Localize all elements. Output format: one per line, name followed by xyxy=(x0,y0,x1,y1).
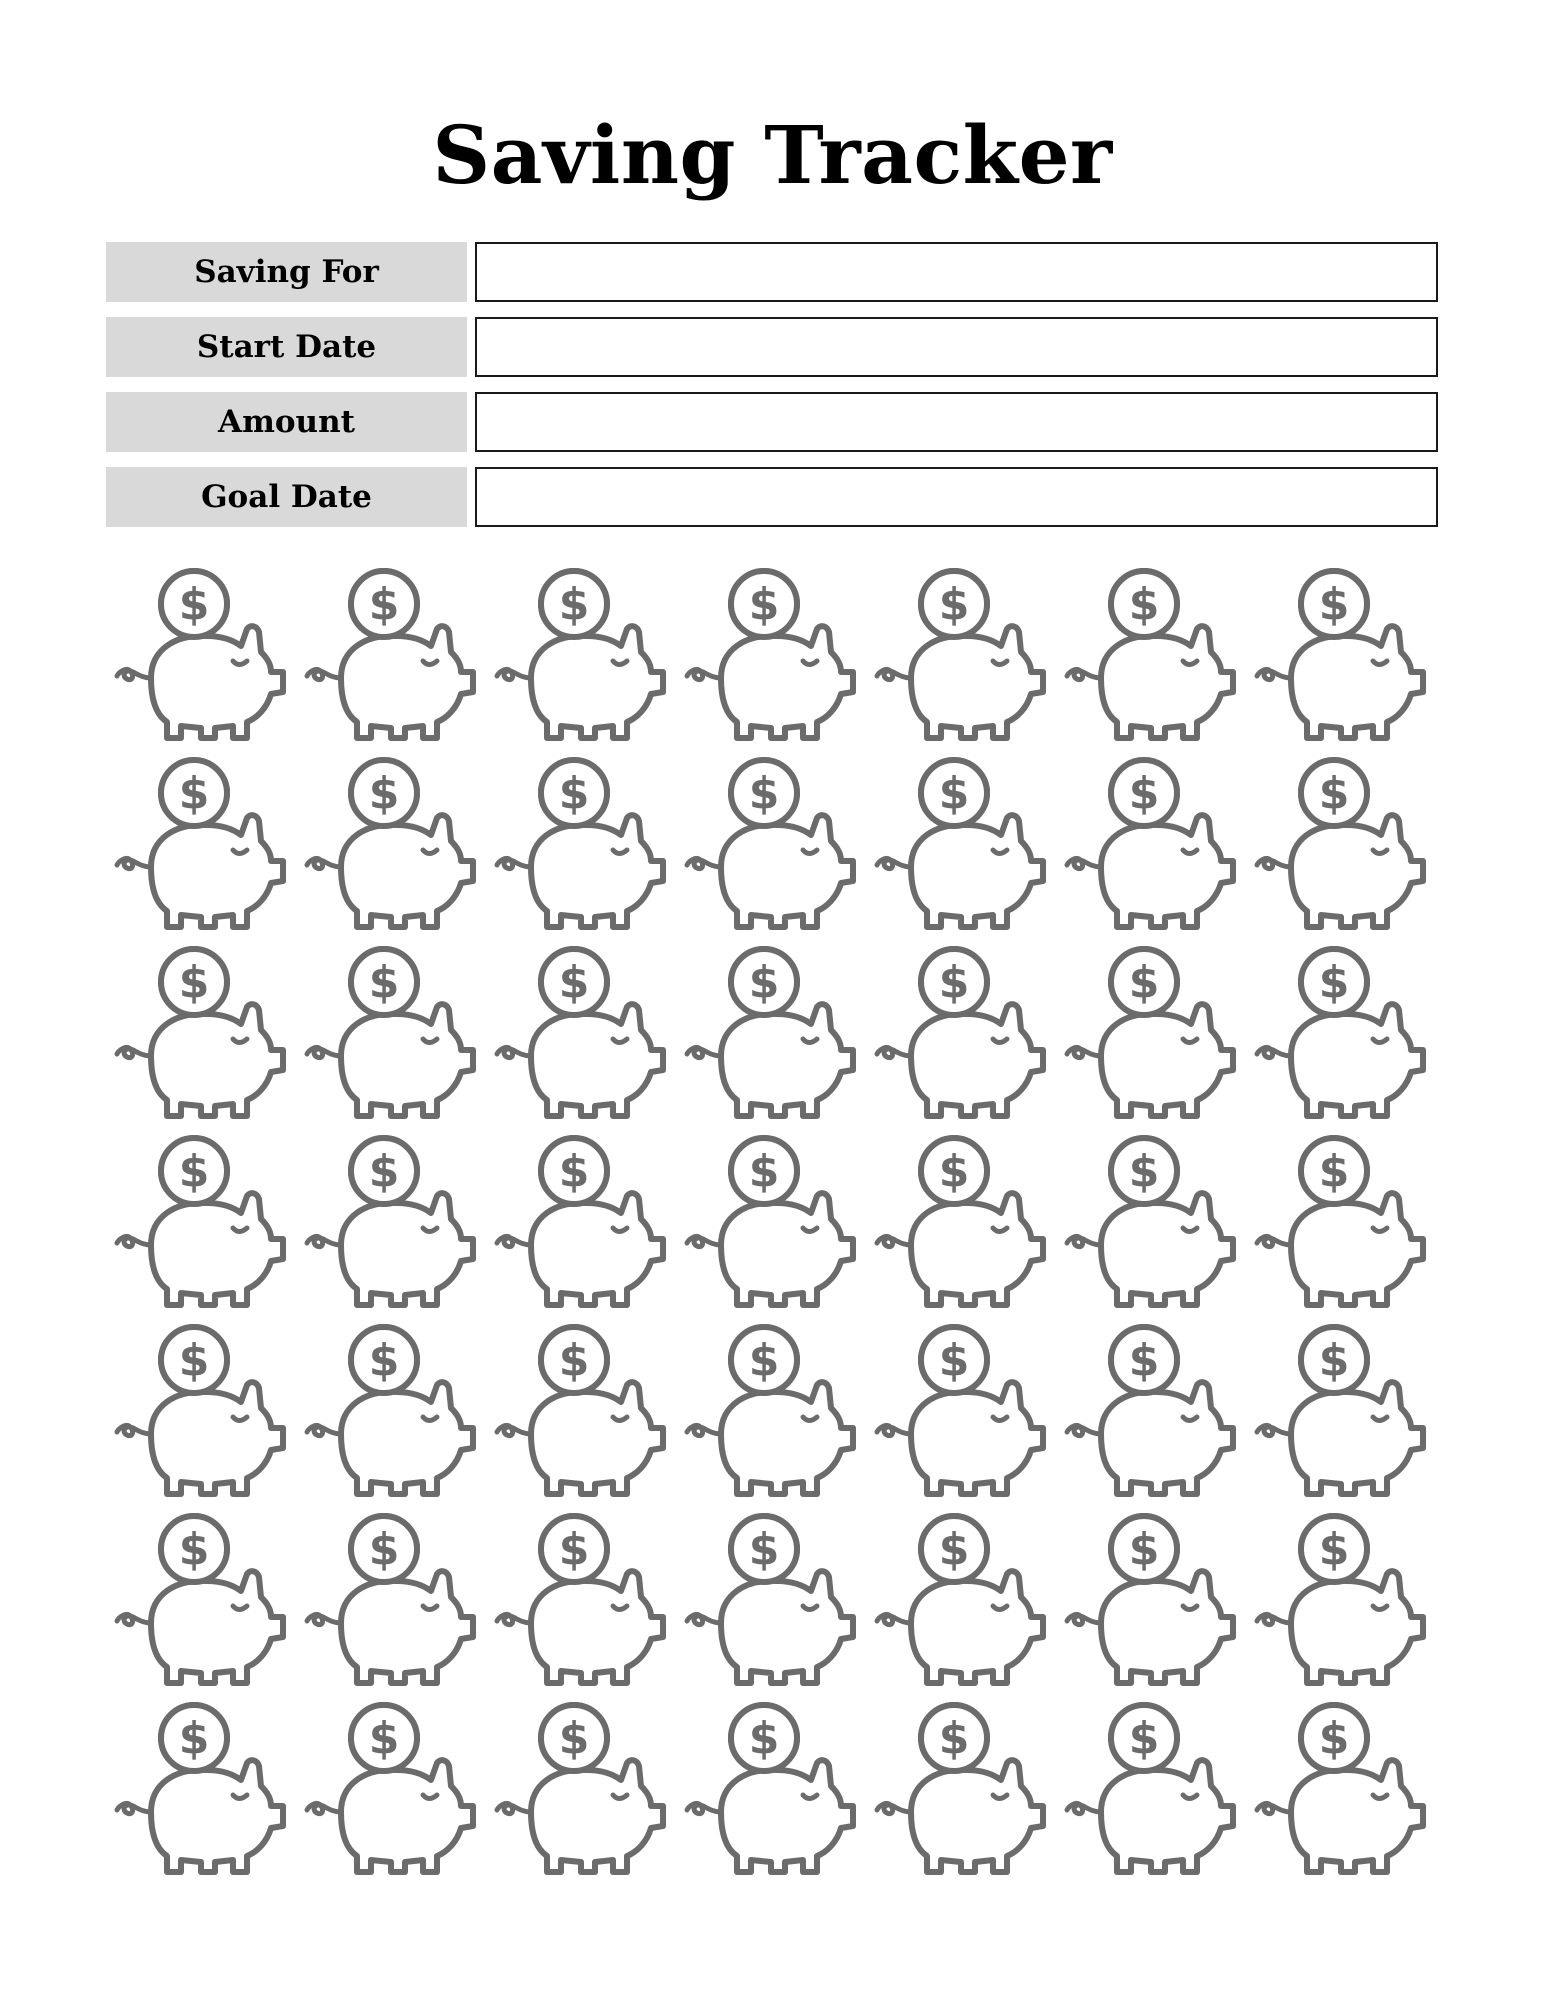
tracker-cell[interactable] xyxy=(1246,944,1436,1133)
piggy-bank-icon xyxy=(871,1133,1051,1313)
tracker-cell[interactable] xyxy=(106,1133,296,1322)
dollar-sign: $ xyxy=(938,768,970,819)
piggy-bank-icon xyxy=(1061,1133,1241,1313)
piggy-bank-icon xyxy=(1251,1133,1431,1313)
dollar-sign: $ xyxy=(558,1524,590,1575)
piggy-bank-icon xyxy=(1251,755,1431,935)
tracker-cell[interactable] xyxy=(296,944,486,1133)
tracker-cell[interactable] xyxy=(1246,566,1436,755)
dollar-sign: $ xyxy=(1318,768,1350,819)
piggy-bank-icon xyxy=(1061,1322,1241,1502)
dollar-sign: $ xyxy=(558,768,590,819)
piggy-bank-grid xyxy=(106,566,1436,1889)
dollar-sign: $ xyxy=(1318,1524,1350,1575)
dollar-sign: $ xyxy=(368,768,400,819)
dollar-sign: $ xyxy=(1318,1335,1350,1386)
dollar-sign: $ xyxy=(1318,579,1350,630)
piggy-bank-icon xyxy=(301,1133,481,1313)
dollar-sign: $ xyxy=(748,957,780,1008)
piggy-bank-icon xyxy=(681,1322,861,1502)
tracker-cell[interactable] xyxy=(676,1511,866,1700)
piggy-bank-icon xyxy=(1061,566,1241,746)
dollar-sign: $ xyxy=(558,957,590,1008)
tracker-cell[interactable] xyxy=(106,755,296,944)
dollar-sign: $ xyxy=(938,1146,970,1197)
tracker-cell[interactable] xyxy=(866,1700,1056,1889)
tracker-cell[interactable] xyxy=(676,1322,866,1511)
amount-label: Amount xyxy=(106,392,467,452)
goal-date-label: Goal Date xyxy=(106,467,467,527)
piggy-bank-icon xyxy=(491,1322,671,1502)
piggy-bank-icon xyxy=(111,1322,291,1502)
tracker-cell[interactable] xyxy=(676,755,866,944)
piggy-bank-icon xyxy=(871,1700,1051,1880)
tracker-cell[interactable] xyxy=(1056,566,1246,755)
piggy-bank-icon xyxy=(681,1511,861,1691)
dollar-sign: $ xyxy=(368,1713,400,1764)
saving-for-label: Saving For xyxy=(106,242,467,302)
piggy-bank-icon xyxy=(1251,1322,1431,1502)
dollar-sign: $ xyxy=(1318,1146,1350,1197)
piggy-bank-icon xyxy=(111,1700,291,1880)
page-title: Saving Tracker xyxy=(432,108,1113,202)
tracker-cell[interactable] xyxy=(866,1322,1056,1511)
tracker-cell[interactable] xyxy=(866,944,1056,1133)
dollar-sign: $ xyxy=(1128,1335,1160,1386)
tracker-cell[interactable] xyxy=(1246,1133,1436,1322)
dollar-sign: $ xyxy=(938,579,970,630)
tracker-cell[interactable] xyxy=(296,755,486,944)
field-row-goal-date xyxy=(106,467,1438,527)
piggy-bank-icon xyxy=(1251,944,1431,1124)
tracker-cell[interactable] xyxy=(866,755,1056,944)
piggy-bank-icon xyxy=(491,755,671,935)
dollar-sign: $ xyxy=(748,579,780,630)
piggy-bank-icon xyxy=(871,1511,1051,1691)
piggy-bank-icon xyxy=(301,1511,481,1691)
tracker-cell[interactable] xyxy=(106,1511,296,1700)
dollar-sign: $ xyxy=(368,1335,400,1386)
piggy-bank-icon xyxy=(871,944,1051,1124)
dollar-sign: $ xyxy=(938,1524,970,1575)
dollar-sign: $ xyxy=(178,957,210,1008)
piggy-bank-icon xyxy=(491,1133,671,1313)
piggy-bank-icon xyxy=(871,755,1051,935)
piggy-bank-icon xyxy=(301,1700,481,1880)
tracker-cell[interactable] xyxy=(1056,1511,1246,1700)
piggy-bank-icon xyxy=(491,944,671,1124)
dollar-sign: $ xyxy=(558,1146,590,1197)
dollar-sign: $ xyxy=(1128,957,1160,1008)
tracker-cell[interactable] xyxy=(296,1511,486,1700)
piggy-bank-icon xyxy=(1251,566,1431,746)
dollar-sign: $ xyxy=(938,957,970,1008)
dollar-sign: $ xyxy=(558,1713,590,1764)
piggy-bank-icon xyxy=(491,1511,671,1691)
dollar-sign: $ xyxy=(1128,1524,1160,1575)
piggy-bank-icon xyxy=(301,755,481,935)
dollar-sign: $ xyxy=(938,1713,970,1764)
dollar-sign: $ xyxy=(558,579,590,630)
tracker-cell[interactable] xyxy=(676,1700,866,1889)
tracker-cell[interactable] xyxy=(106,944,296,1133)
piggy-bank-icon xyxy=(491,1700,671,1880)
tracker-cell[interactable] xyxy=(486,1133,676,1322)
tracker-cell[interactable] xyxy=(866,1511,1056,1700)
dollar-sign: $ xyxy=(748,1335,780,1386)
tracker-cell[interactable] xyxy=(1246,1700,1436,1889)
piggy-bank-icon xyxy=(111,1133,291,1313)
piggy-bank-icon xyxy=(871,1322,1051,1502)
piggy-bank-icon xyxy=(111,566,291,746)
tracker-cell[interactable] xyxy=(486,1511,676,1700)
piggy-bank-icon xyxy=(871,566,1051,746)
dollar-sign: $ xyxy=(558,1335,590,1386)
tracker-cell[interactable] xyxy=(676,566,866,755)
tracker-cell[interactable] xyxy=(296,566,486,755)
tracker-cell[interactable] xyxy=(866,566,1056,755)
piggy-bank-icon xyxy=(1061,1700,1241,1880)
piggy-bank-icon xyxy=(681,566,861,746)
info-fields xyxy=(106,242,1438,542)
piggy-bank-icon xyxy=(111,755,291,935)
dollar-sign: $ xyxy=(748,768,780,819)
dollar-sign: $ xyxy=(178,1524,210,1575)
dollar-sign: $ xyxy=(368,957,400,1008)
tracker-cell[interactable] xyxy=(1246,755,1436,944)
piggy-bank-icon xyxy=(301,1322,481,1502)
tracker-cell[interactable] xyxy=(866,1133,1056,1322)
tracker-cell[interactable] xyxy=(486,755,676,944)
goal-date-field[interactable] xyxy=(475,467,1438,527)
dollar-sign: $ xyxy=(1128,579,1160,630)
dollar-sign: $ xyxy=(748,1713,780,1764)
tracker-cell[interactable] xyxy=(1056,1700,1246,1889)
dollar-sign: $ xyxy=(748,1524,780,1575)
tracker-cell[interactable] xyxy=(1056,1133,1246,1322)
dollar-sign: $ xyxy=(178,768,210,819)
dollar-sign: $ xyxy=(1128,768,1160,819)
piggy-bank-icon xyxy=(1061,755,1241,935)
dollar-sign: $ xyxy=(368,1146,400,1197)
tracker-cell[interactable] xyxy=(106,1322,296,1511)
tracker-cell[interactable] xyxy=(486,1322,676,1511)
tracker-cell[interactable] xyxy=(106,1700,296,1889)
tracker-cell[interactable] xyxy=(1246,1511,1436,1700)
piggy-bank-icon xyxy=(491,566,671,746)
dollar-sign: $ xyxy=(178,579,210,630)
tracker-cell[interactable] xyxy=(486,944,676,1133)
start-date-label: Start Date xyxy=(106,317,467,377)
dollar-sign: $ xyxy=(178,1335,210,1386)
piggy-bank-icon xyxy=(111,1511,291,1691)
tracker-cell[interactable] xyxy=(1056,755,1246,944)
piggy-bank-icon xyxy=(1061,944,1241,1124)
piggy-bank-icon xyxy=(681,755,861,935)
tracker-cell[interactable] xyxy=(296,1133,486,1322)
dollar-sign: $ xyxy=(178,1146,210,1197)
saving-for-field[interactable] xyxy=(475,242,1438,302)
piggy-bank-icon xyxy=(111,944,291,1124)
tracker-cell[interactable] xyxy=(1056,944,1246,1133)
dollar-sign: $ xyxy=(1318,957,1350,1008)
dollar-sign: $ xyxy=(1128,1146,1160,1197)
field-row-saving-for xyxy=(106,242,1438,302)
dollar-sign: $ xyxy=(1318,1713,1350,1764)
piggy-bank-icon xyxy=(1251,1511,1431,1691)
tracker-cell[interactable] xyxy=(1056,1322,1246,1511)
tracker-cell[interactable] xyxy=(296,1322,486,1511)
start-date-field[interactable] xyxy=(475,317,1438,377)
dollar-sign: $ xyxy=(938,1335,970,1386)
piggy-bank-icon xyxy=(681,944,861,1124)
field-row-amount xyxy=(106,392,1438,452)
amount-field[interactable] xyxy=(475,392,1438,452)
tracker-cell[interactable] xyxy=(676,1133,866,1322)
piggy-bank-icon xyxy=(301,944,481,1124)
tracker-cell[interactable] xyxy=(296,1700,486,1889)
tracker-cell[interactable] xyxy=(486,1700,676,1889)
tracker-cell[interactable] xyxy=(1246,1322,1436,1511)
dollar-sign: $ xyxy=(368,579,400,630)
piggy-bank-icon xyxy=(681,1700,861,1880)
dollar-sign: $ xyxy=(368,1524,400,1575)
piggy-bank-icon xyxy=(301,566,481,746)
tracker-cell[interactable] xyxy=(676,944,866,1133)
dollar-sign: $ xyxy=(1128,1713,1160,1764)
piggy-bank-icon xyxy=(1251,1700,1431,1880)
dollar-sign: $ xyxy=(748,1146,780,1197)
piggy-bank-icon xyxy=(1061,1511,1241,1691)
dollar-sign: $ xyxy=(178,1713,210,1764)
piggy-bank-icon xyxy=(681,1133,861,1313)
tracker-cell[interactable] xyxy=(106,566,296,755)
tracker-cell[interactable] xyxy=(486,566,676,755)
field-row-start-date xyxy=(106,317,1438,377)
